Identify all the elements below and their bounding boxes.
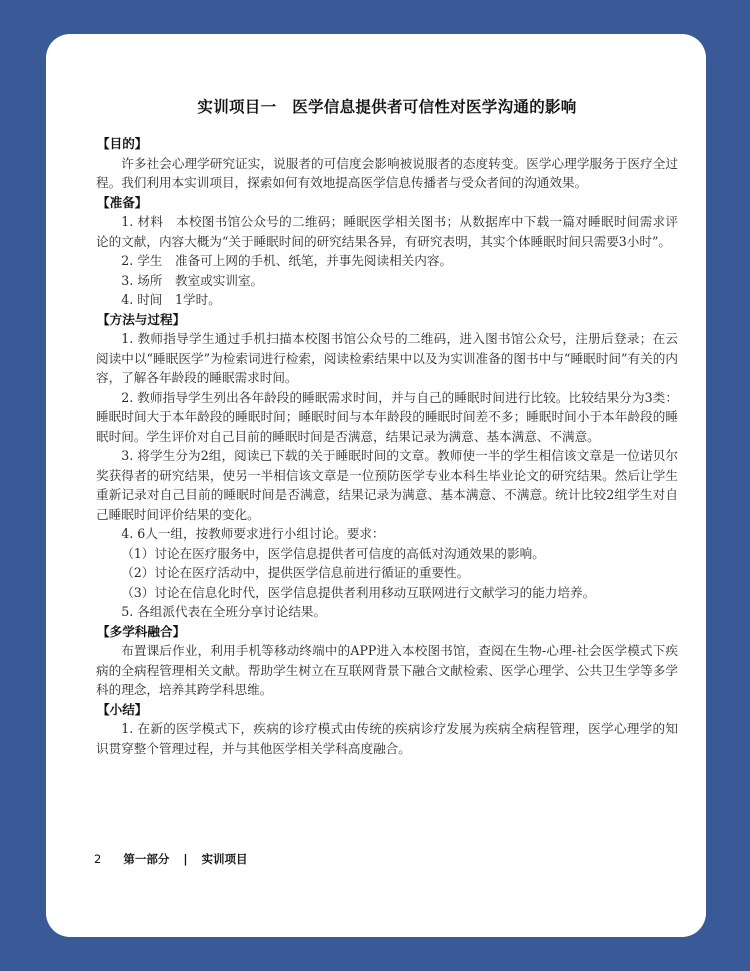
paragraph: （3）讨论在信息化时代，医学信息提供者利用移动互联网进行文献学习的能力培养。 [121, 584, 596, 600]
section-interdisciplinary [96, 622, 678, 700]
paragraph: 1. 在新的医学模式下，疾病的诊疗模式由传统的疾病诊疗发展为疾病全病程管理，医学心理学的知识贯穿整个管理过程，并与其他医学相关学科高度融合。 [96, 721, 678, 756]
paragraph: （2）讨论在医疗活动中，提供医学信息前进行循证的重要性。 [121, 565, 470, 580]
section-heading: 【小结】 [97, 701, 148, 717]
paragraph: 1. 教师指导学生通过手机扫描本校图书馆公众号的二维码，进入图书馆公众号，注册后登录；在云阅读中以“睡眠医学”为检索词进行检索，阅读检索结果中以及为实训准备的图书中与“睡眠时间”有关的内容，了解各年龄段的睡眠需求时间。 [96, 331, 678, 385]
paragraph: 3. 场所 教室或实训室。 [121, 272, 264, 288]
page-footer [94, 851, 248, 867]
paragraph: 许多社会心理学研究证实，说服者的可信度会影响被说服者的态度转变。医学心理学服务于医疗全过程。我们利用本实训项目，探索如何有效地提高医学信息传播者与受众者间的沟通效果。 [96, 155, 678, 190]
page-content [96, 96, 678, 758]
footer-section-label: 实训项目 [201, 852, 248, 866]
paragraph: 2. 学生 准备可上网的手机、纸笔，并事先阅读相关内容。 [121, 253, 453, 268]
paragraph: 4. 时间 1学时。 [121, 292, 221, 307]
footer-separator: | [183, 852, 188, 866]
section-heading: 【目的】 [97, 136, 148, 151]
paragraph: （1）讨论在医疗服务中，医学信息提供者可信度的高低对沟通效果的影响。 [121, 545, 545, 561]
section-method [96, 310, 678, 622]
paragraph: 5. 各组派代表在全班分享讨论结果。 [121, 604, 327, 619]
section-purpose [96, 134, 678, 193]
footer-part-label: 第一部分 [123, 852, 170, 866]
page-number: 2 [94, 852, 102, 866]
section-summary [96, 700, 678, 759]
paragraph: 1. 材料 本校图书馆公众号的二维码；睡眠医学相关图书；从数据库中下载一篇对睡眠时间需求评论的文献，内容大概为“关于睡眠时间的研究结果各异，有研究表明，其实个体睡眠时间只需要3小时”。 [96, 214, 678, 249]
paragraph: 3. 将学生分为2组，阅读已下载的关于睡眠时间的文章。教师使一半的学生相信该文章是一位诺贝尔奖获得者的研究结果，使另一半相信该文章是一位预防医学专业本科生毕业论文的研究结果。然后让学生重新记录对自己目前的睡眠时间是否满意，结果记录为满意、基本满意、不满意。统计比较2组学生对自己睡眠时间评价结果的变化。 [96, 448, 678, 522]
section-heading: 【方法与过程】 [97, 311, 186, 327]
section-preparation [96, 193, 678, 310]
page-title: 实训项目一 医学信息提供者可信性对医学沟通的影响 [197, 98, 577, 116]
document-page [46, 34, 706, 937]
section-heading: 【准备】 [97, 194, 148, 210]
section-heading: 【多学科融合】 [97, 623, 186, 639]
paragraph: 4. 6人一组，按教师要求进行小组讨论。要求： [121, 526, 385, 541]
paragraph: 2. 教师指导学生列出各年龄段的睡眠需求时间，并与自己的睡眠时间进行比较。比较结果分为3类：睡眠时间大于本年龄段的睡眠时间；睡眠时间与本年龄段的睡眠时间差不多；睡眠时间小于本年龄段的睡眠时间。学生评价对自己目前的睡眠时间是否满意，结果记录为满意、基本满意、不满意。 [96, 389, 678, 444]
paragraph: 布置课后作业，利用手机等移动终端中的APP进入本校图书馆，查阅在生物-心理-社会医学模式下疾病的全病程管理相关文献。帮助学生树立在互联网背景下融合文献检索、医学心理学、公共卫生学等多学科的理念，培养其跨学科思维。 [96, 643, 678, 697]
